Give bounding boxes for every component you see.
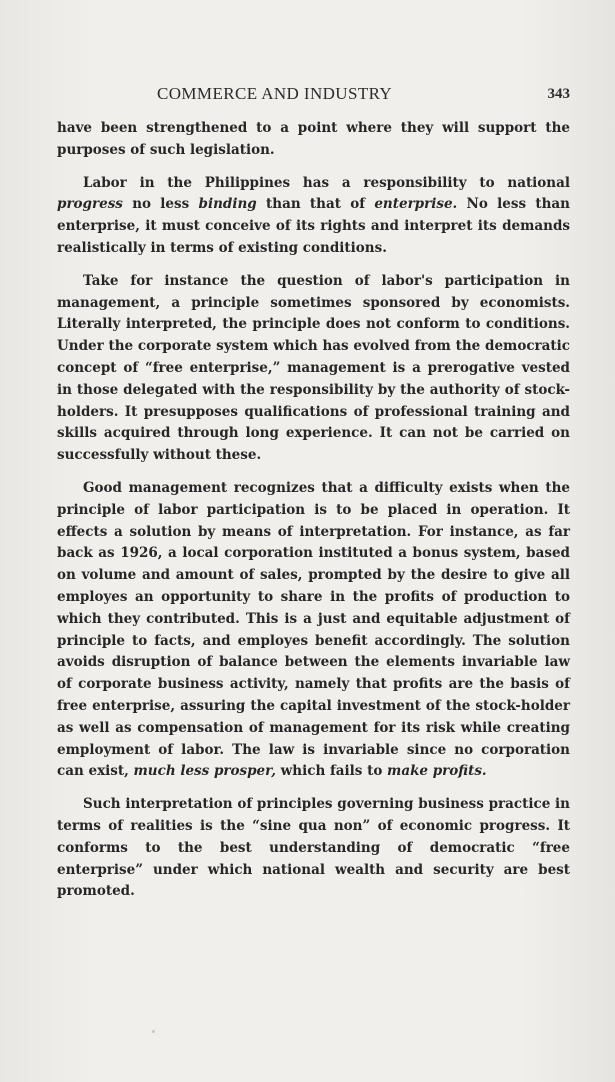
page-number: 343 [547,86,570,102]
running-title: COMMERCE AND INDUSTRY [157,84,393,103]
body-text [57,118,570,914]
page-header [60,84,570,108]
paper-speck [152,1030,155,1033]
paragraph-5: Such interpretation of principles governing business practice in terms of realities is the “sine qua non” of economic progress. It conforms to the best understanding of democratic “free enterprise” under which national wealth and security are best promoted. [57,796,570,900]
paragraph-3: Take for instance the question of labor's participation in management, a principle sometimes sponsored by economists. Literally interpreted, the principle does not conform to conditions. Under the corporate system which has evolved from the democratic concept of “free enterprise,” management is a prerogative vested in those delegated with the responsibility by the authority of stock-holders. It presupposes qualifications of professional training and skills acquired through long experience. It can not be carried on successfully without these. [57,272,570,464]
paragraph-4: Good management recognizes that a difficulty exists when the principle of labor participation is to be placed in operation. It effects a solution by means of interpretation. For instance, as far back as 1926, a local corporation instituted a bonus system, based on volume and amount of sales, prompted by the desire to give all employes an opportunity to share in the profits of production to which they contributed. This is a just and equitable adjustment of principle to facts, and employes benefit accordingly. The solution avoids disruption of balance between the elements invariable law of corporate business activity, namely that profits are the basis of free enterprise, assuring the capital investment of the stock-holder as well as compensation of management for its risk while creating employment of labor. The law is invariable since no corporation can exist, much less prosper, which fails to make profits. [57,479,570,780]
paragraph-1: have been strengthened to a point where they will support the purposes of such legislation. [57,120,570,158]
paragraph-2: Labor in the Philippines has a responsibility to national progress no less binding than that of enterprise. No less than enterprise, it must conceive of its rights and interpret its demands realistically in terms of existing conditions. [57,174,570,256]
